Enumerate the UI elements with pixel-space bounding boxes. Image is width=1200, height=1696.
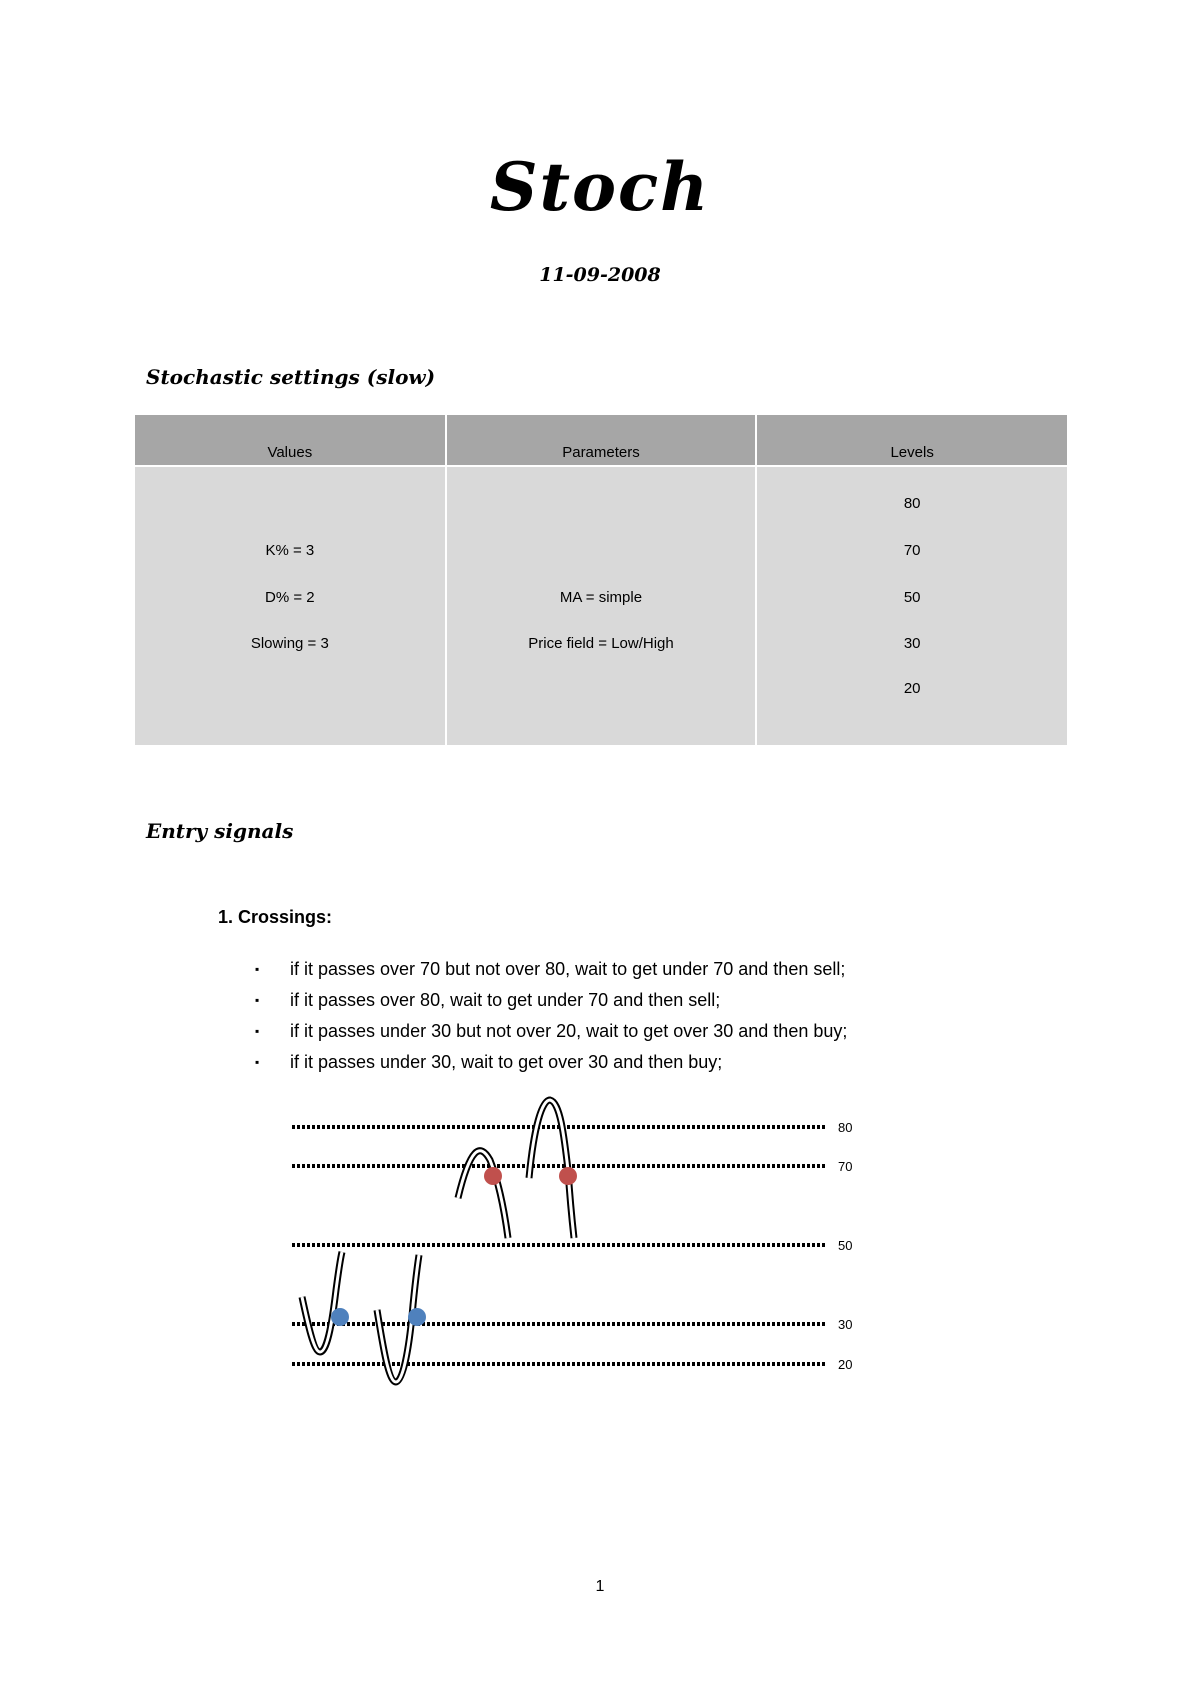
list-item <box>250 1016 847 1047</box>
oscillator-curves <box>302 1100 574 1382</box>
rule-text: if it passes under 30 but not over 20, wait to get over 30 and then buy; <box>290 1021 848 1041</box>
level-30: 30 <box>903 635 921 652</box>
list-item <box>250 1047 847 1078</box>
level-20: 20 <box>903 680 921 697</box>
rule-text: if it passes over 80, wait to get under 70 and then sell; <box>290 990 721 1010</box>
bullet-icon: ▪ <box>255 1024 260 1038</box>
value-slowing: Slowing = 3 <box>250 635 329 652</box>
bullet-icon: ▪ <box>255 1055 260 1069</box>
settings-table <box>135 415 1067 745</box>
buy-signal-marker <box>331 1308 349 1326</box>
bullet-icon: ▪ <box>255 993 260 1007</box>
document-date: 11-09-2008 <box>539 264 661 286</box>
list-item <box>250 954 847 985</box>
sell-signal-marker <box>484 1167 502 1185</box>
bullet-icon: ▪ <box>255 962 260 976</box>
document-title: Stoch <box>489 148 711 226</box>
value-d: D% = 2 <box>265 589 315 606</box>
page-number: 1 <box>595 1578 605 1595</box>
level-70: 70 <box>903 542 921 559</box>
list-item <box>250 985 847 1016</box>
table-row <box>135 466 1067 745</box>
levels-cell <box>756 466 1067 745</box>
sell-signal-marker <box>559 1167 577 1185</box>
parameters-cell <box>446 466 757 745</box>
crossings-heading: 1. Crossings: <box>218 907 333 927</box>
level-label-20: 20 <box>838 1357 853 1372</box>
parameter-ma: MA = simple <box>559 589 643 606</box>
crossings-diagram <box>280 1090 880 1400</box>
crossing-rules-list <box>250 954 847 1078</box>
level-80: 80 <box>903 495 921 512</box>
parameter-price-field: Price field = Low/High <box>528 635 674 652</box>
values-cell <box>135 466 446 745</box>
settings-heading: Stochastic settings (slow) <box>146 365 436 389</box>
column-header-values: Values <box>135 415 446 466</box>
level-label-70: 70 <box>838 1159 853 1174</box>
level-label-30: 30 <box>838 1317 853 1332</box>
buy-signal-marker <box>408 1308 426 1326</box>
column-header-levels: Levels <box>756 415 1067 466</box>
rule-text: if it passes under 30, wait to get over 30 and then buy; <box>290 1052 723 1072</box>
level-label-80: 80 <box>838 1120 853 1135</box>
level-label-50: 50 <box>838 1238 853 1253</box>
level-50: 50 <box>903 589 921 606</box>
entry-signals-heading: Entry signals <box>146 819 294 843</box>
value-k: K% = 3 <box>265 542 315 559</box>
column-header-parameters: Parameters <box>446 415 757 466</box>
table-header-row <box>135 415 1067 466</box>
rule-text: if it passes over 70 but not over 80, wait to get under 70 and then sell; <box>290 959 846 979</box>
